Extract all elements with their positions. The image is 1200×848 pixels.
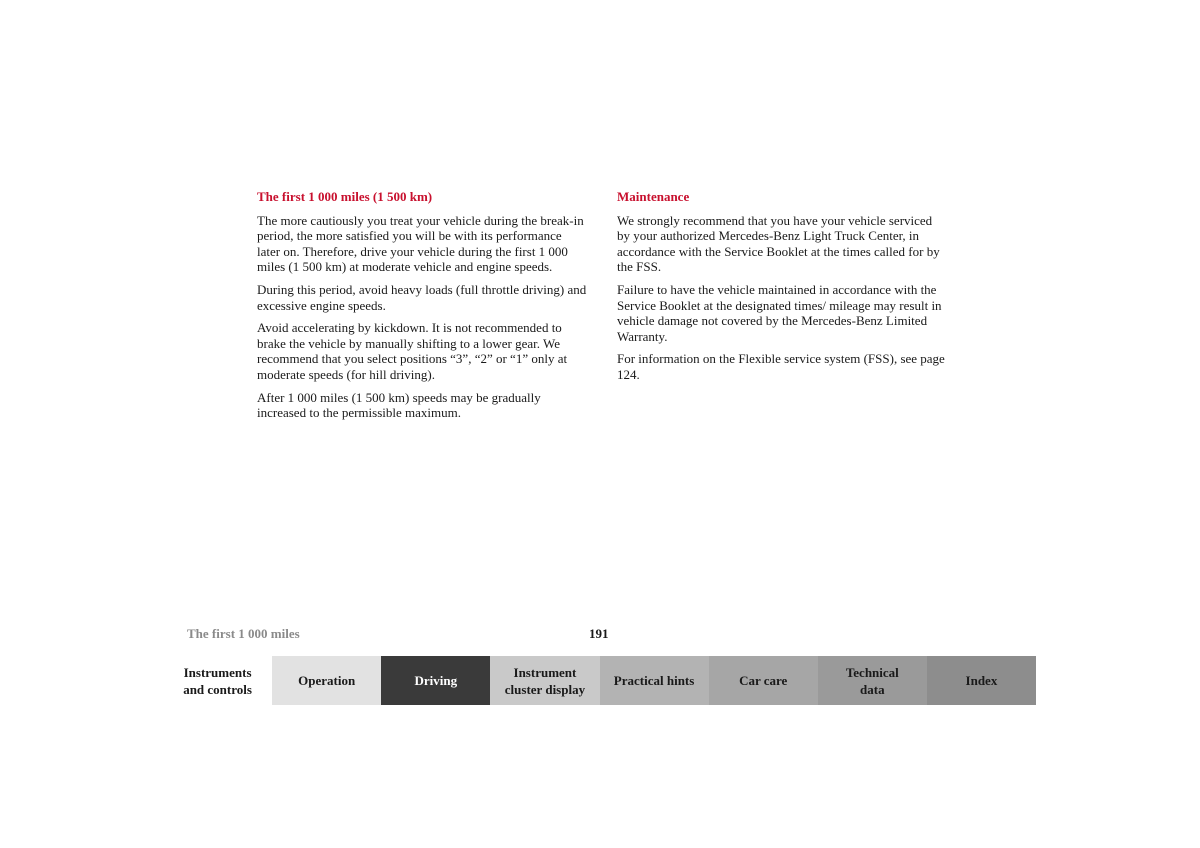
- paragraph: After 1 000 miles (1 500 km) speeds may be gradually increased to the permissible maximum.: [257, 389, 541, 421]
- tab-operation[interactable]: Operation: [272, 656, 381, 705]
- paragraph: The more cautiously you treat your vehicle during the break-in period, the more satisfied you will be with its performance later on. Therefore, drive your vehicle during the first 1 000 miles (1 500 km) at moderate vehicle and engine speeds.: [257, 212, 584, 275]
- tab-driving[interactable]: Driving: [381, 656, 490, 705]
- tab-index[interactable]: Index: [927, 656, 1036, 705]
- footer-section-title: The first 1 000 miles: [187, 626, 300, 641]
- tab-car-care[interactable]: Car care: [709, 656, 818, 705]
- paragraph: During this period, avoid heavy loads (full throttle driving) and excessive engine speeds.: [257, 281, 587, 313]
- right-column: [617, 189, 947, 390]
- paragraph: Avoid accelerating by kickdown. It is not recommended to brake the vehicle by manually shifting to a lower gear. We recommend that you select positions “3”, “2” or “1” only at moderate speeds (for hill driving).: [257, 320, 568, 382]
- paragraph: Failure to have the vehicle maintained in accordance with the Service Booklet at the designated times/ mileage may result in vehicle damage not covered by the Mercedes-Benz Limited Warranty.: [617, 281, 942, 344]
- paragraph: We strongly recommend that you have your vehicle serviced by your authorized Mercedes-Benz Light Truck Center, in accordance with the Service Booklet at the times called for by the FSS.: [617, 212, 940, 275]
- chapter-tab-bar: [163, 656, 1036, 705]
- tab-instruments-and-controls[interactable]: Instruments and controls: [163, 656, 272, 705]
- section-heading-maintenance: Maintenance: [617, 189, 690, 204]
- left-column: [257, 189, 587, 428]
- section-heading-first-miles: The first 1 000 miles (1 500 km): [257, 189, 433, 204]
- tab-practical-hints[interactable]: Practical hints: [600, 656, 709, 705]
- tab-instrument-cluster-display[interactable]: Instrument cluster display: [490, 656, 599, 705]
- tab-technical-data[interactable]: Technical data: [818, 656, 927, 705]
- paragraph: For information on the Flexible service system (FSS), see page 124.: [617, 351, 945, 382]
- page-number: 191: [589, 626, 609, 641]
